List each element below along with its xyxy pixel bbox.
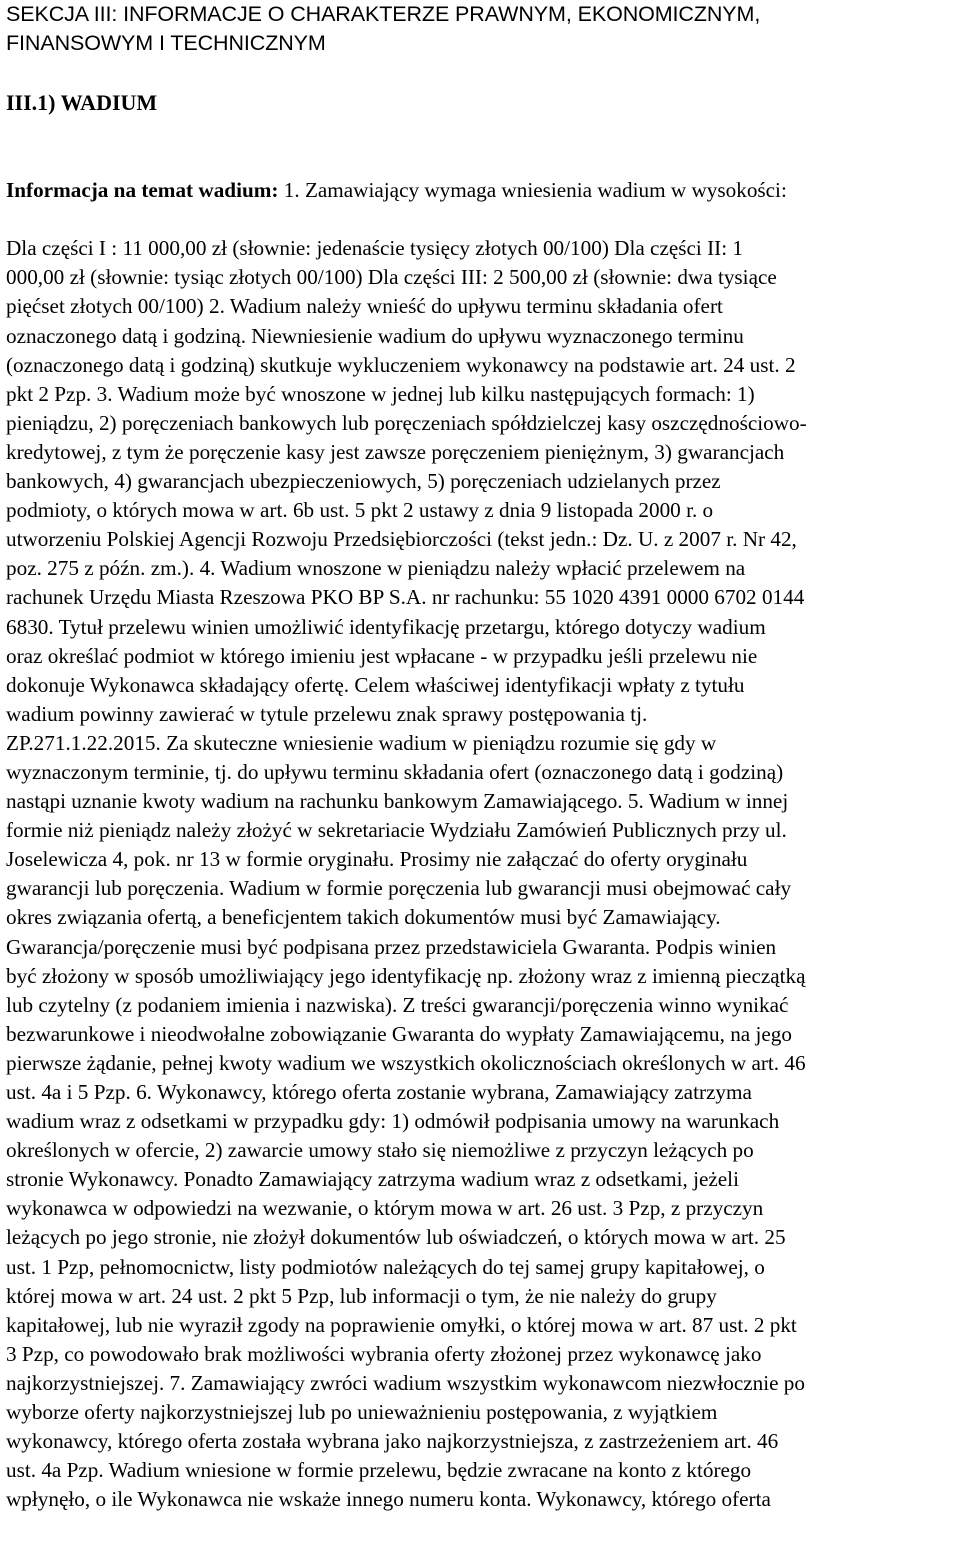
body-line: ust. 4a Pzp. Wadium wniesione w formie przelewu, będzie zwracane na konto z którego [6, 1458, 752, 1483]
body-line: oraz określać podmiot w którego imieniu jest wpłacane - w przypadku jeśli przelewu nie [6, 643, 758, 668]
body-line: wykonawcy, którego oferta została wybrana jako najkorzystniejsza, z zastrzeżeniem art. 46 [6, 1429, 779, 1454]
body-line: okres związania ofertą, a beneficjentem takich dokumentów musi być Zamawiający. [6, 905, 721, 930]
body-lines [6, 234, 956, 1514]
body-line: być złożony w sposób umożliwiający jego identyfikację np. złożony wraz z imienną pieczątką [6, 963, 806, 988]
body-line: kapitałowej, lub nie wyraził zgody na poprawienie omyłki, o której mowa w art. 87 ust. 2 pkt [6, 1312, 797, 1337]
body-line: 000,00 zł (słownie: tysiąc złotych 00/100) Dla części III: 2 500,00 zł (słownie: dwa tysiące [6, 265, 777, 290]
body-line: wyznaczonym terminie, tj. do upływu terminu składania ofert (oznaczonego datą i godziną) [6, 759, 784, 784]
body-line: lub czytelny (z podaniem imienia i nazwiska). Z treści gwarancji/poręczenia winno wynikać [6, 992, 789, 1017]
body-line: bankowych, 4) gwarancjach ubezpieczeniowych, 5) poręczeniach udzielanych przez [6, 469, 721, 494]
body-line: bezwarunkowe i nieodwołalne zobowiązanie Gwaranta do wypłaty Zamawiającemu, na jego [6, 1021, 792, 1046]
body-line: najkorzystniejszej. 7. Zamawiający zwróci wadium wszystkim wykonawcom niezwłocznie po [6, 1370, 805, 1395]
body-line: której mowa w art. 24 ust. 2 pkt 5 Pzp, lub informacji o tym, że nie należy do grupy [6, 1283, 717, 1308]
body-line: podmioty, o których mowa w art. 6b ust. 5 pkt 2 ustawy z dnia 9 listopada 2000 r. o [6, 498, 714, 523]
wadium-body-text [6, 147, 956, 1544]
body-line: ZP.271.1.22.2015. Za skuteczne wniesienie wadium w pieniądzu rozumie się gdy w [6, 730, 717, 755]
body-line: pięćset złotych 00/100) 2. Wadium należy wnieść do upływu terminu składania ofert [6, 294, 723, 319]
document-page [6, 0, 956, 1544]
info-label: Informacja na temat wadium: [6, 178, 279, 203]
body-line: wadium powinny zawierać w tytule przelewu znak sprawy postępowania tj. [6, 701, 648, 726]
body-line: nastąpi uznanie kwoty wadium na rachunku bankowym Zamawiającego. 5. Wadium w innej [6, 789, 789, 814]
body-line: utworzeniu Polskiej Agencji Rozwoju Przedsiębiorczości (tekst jedn.: Dz. U. z 2007 r. Nr 42, [6, 527, 797, 552]
body-line: ust. 1 Pzp, pełnomocnictw, listy podmiotów należących do tej samej grupy kapitałowej, o [6, 1254, 765, 1279]
body-line: Gwarancja/poręczenie musi być podpisana przez przedstawiciela Gwaranta. Podpis winien [6, 934, 777, 959]
body-line: wyborze oferty najkorzystniejszej lub po unieważnieniu postępowania, z wyjątkiem [6, 1400, 718, 1425]
body-line: kredytowej, z tym że poręczenie kasy jest zawsze poręczeniem pieniężnym, 3) gwarancjach [6, 439, 785, 464]
body-line: formie niż pieniądz należy złożyć w sekretariacie Wydziału Zamówień Publicznych przy ul. [6, 818, 787, 843]
body-line: 3 Pzp, co powodowało brak możliwości wybrania oferty złożonej przez wykonawcę jako [6, 1341, 762, 1366]
body-line: leżących po jego stronie, nie złożył dokumentów lub oświadczeń, o których mowa w art. 25 [6, 1225, 786, 1250]
body-line: (oznaczonego datą i godziną) skutkuje wykluczeniem wykonawcy na podstawie art. 24 ust. 2 [6, 352, 796, 377]
body-line: poz. 275 z późn. zm.). 4. Wadium wnoszone w pieniądzu należy wpłacić przelewem na [6, 556, 746, 581]
body-line: stronie Wykonawcy. Ponadto Zamawiający zatrzyma wadium wraz z odsetkami, jeżeli [6, 1167, 739, 1192]
subsection-title: III.1) WADIUM [6, 90, 158, 115]
body-line: ust. 4a i 5 Pzp. 6. Wykonawcy, którego oferta zostanie wybrana, Zamawiający zatrzyma [6, 1080, 752, 1104]
body-line: dokonuje Wykonawca składający ofertę. Celem właściwej identyfikacji wpłaty z tytułu [6, 672, 745, 697]
body-line: określonych w ofercie, 2) zawarcie umowy stało się niemożliwe z przyczyn leżących po [6, 1138, 754, 1163]
body-line: pierwsze żądanie, pełnej kwoty wadium we wszystkich okolicznościach określonych w art. 46 [6, 1050, 806, 1075]
body-line: 6830. Tytuł przelewu winien umożliwić identyfikację przetargu, którego dotyczy wadium [6, 614, 766, 639]
body-line: pkt 2 Pzp. 3. Wadium może być wnoszone w jednej lub kilku następujących formach: 1) [6, 381, 755, 406]
body-line: wykonawca w odpowiedzi na wezwanie, o którym mowa w art. 26 ust. 3 Pzp, z przyczyn [6, 1196, 764, 1221]
body-line: wadium wraz z odsetkami w przypadku gdy: 1) odmówił podpisania umowy na warunkach [6, 1109, 780, 1134]
first-line [6, 176, 956, 205]
first-line-rest: 1. Zamawiający wymaga wniesienia wadium w wysokości: [283, 178, 787, 203]
body-line: pieniądzu, 2) poręczeniach bankowych lub poręczeniach spółdzielczej kasy oszczędnościowo- [6, 410, 807, 435]
body-line: gwarancji lub poręczenia. Wadium w formie poręczenia lub gwarancji musi obejmować cały [6, 876, 792, 901]
section-title [6, 0, 956, 58]
body-line: Joselewicza 4, pok. nr 13 w formie oryginału. Prosimy nie załączać do oferty oryginału [6, 847, 748, 872]
body-line: rachunek Urzędu Miasta Rzeszowa PKO BP S.A. nr rachunku: 55 1020 4391 0000 6702 0144 [6, 585, 805, 610]
body-line: oznaczonego datą i godziną. Niewniesienie wadium do upływu wyznaczonego terminu [6, 323, 744, 348]
body-line: Dla części I : 11 000,00 zł (słownie: jedenaście tysięcy złotych 00/100) Dla części II: 1 [6, 236, 743, 261]
section-title-line2: FINANSOWYM I TECHNICZNYM [6, 31, 326, 55]
body-line: wpłynęło, o ile Wykonawca nie wskaże innego numeru konta. Wykonawcy, którego oferta [6, 1487, 771, 1512]
section-title-line1: SEKCJA III: INFORMACJE O CHARAKTERZE PRAWNYM, EKONOMICZNYM, [6, 2, 761, 26]
